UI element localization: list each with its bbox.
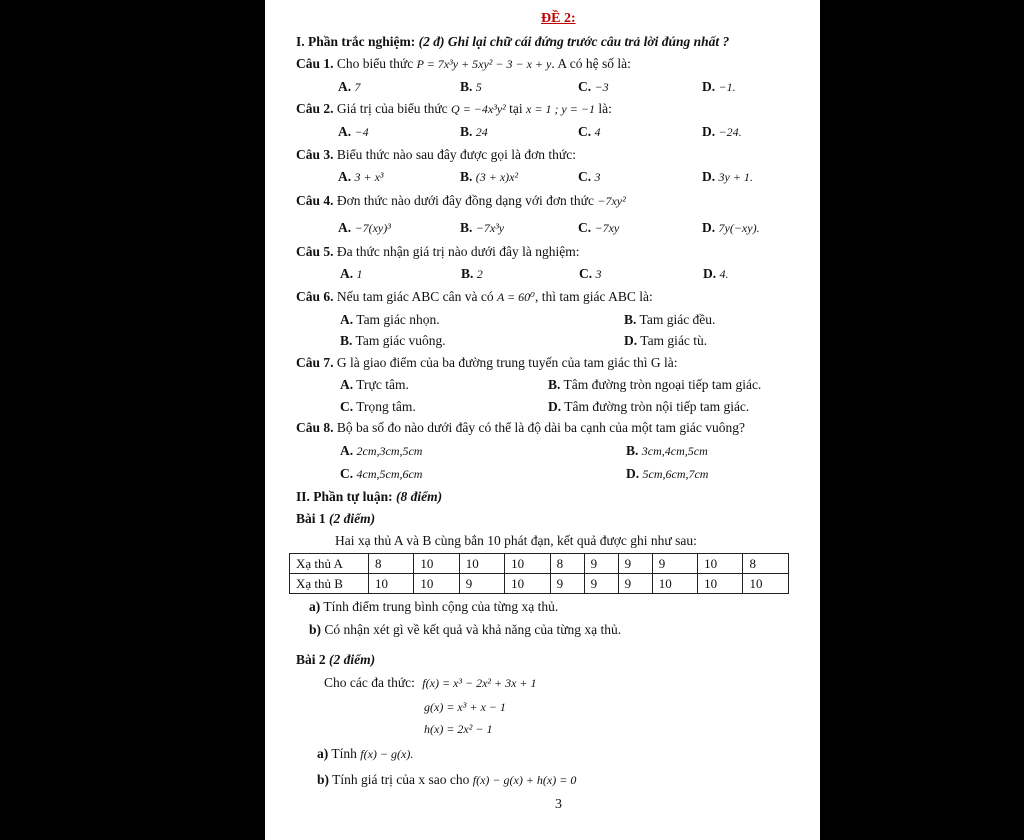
q1-option-a[interactable]: A. 7 bbox=[338, 79, 361, 94]
question-2: Câu 2. Giá trị của biểu thức Q = −4x³y² tại x = 1 ; y = −1 là: bbox=[296, 101, 612, 116]
bai2-heading: Bài 2 (2 điểm) bbox=[296, 652, 376, 667]
bai2-part-a: a) Tính f(x) − g(x). bbox=[317, 746, 414, 761]
q3-option-d[interactable]: D. 3y + 1. bbox=[702, 169, 753, 184]
question-1: Câu 1. Cho biểu thức P = 7x³y + 5xy² − 3 − x + y. A có hệ số là: bbox=[296, 56, 631, 71]
q7-option-b[interactable]: B. Tâm đường tròn ngoại tiếp tam giác. bbox=[548, 377, 762, 392]
q3-option-b[interactable]: B. (3 + x)x² bbox=[460, 169, 519, 184]
q1-option-b[interactable]: B. 5 bbox=[460, 79, 482, 94]
part1-heading: I. Phần trắc nghiệm: (2 đ) Ghi lại chữ cái đứng trước câu trả lời đúng nhất ? bbox=[296, 34, 730, 49]
scores-table bbox=[289, 553, 789, 594]
bai1-part-b: b) Có nhận xét gì về kết quả và khả năng của từng xạ thủ. bbox=[309, 622, 622, 637]
q2-option-d[interactable]: D. −24. bbox=[702, 124, 742, 139]
poly-g: g(x) = x³ + x − 1 bbox=[424, 700, 506, 714]
q7-option-d[interactable]: D. Tâm đường tròn nội tiếp tam giác. bbox=[548, 399, 750, 414]
part2-heading: II. Phần tự luận: (8 điểm) bbox=[296, 489, 443, 504]
q8-option-a[interactable]: A. 2cm,3cm,5cm bbox=[340, 443, 423, 458]
q1-option-d[interactable]: D. −1. bbox=[702, 79, 736, 94]
question-4: Câu 4. Đơn thức nào dưới đây đồng dạng với đơn thức −7xy² bbox=[296, 193, 626, 208]
q5-option-a[interactable]: A. 1 bbox=[340, 266, 363, 281]
q5-option-b[interactable]: B. 2 bbox=[461, 266, 483, 281]
q8-option-b[interactable]: B. 3cm,4cm,5cm bbox=[626, 443, 708, 458]
q4-option-a[interactable]: A. −7(xy)³ bbox=[338, 220, 391, 235]
q3-option-a[interactable]: A. 3 + x³ bbox=[338, 169, 384, 184]
q7-option-a[interactable]: A. Trực tâm. bbox=[340, 377, 409, 392]
q6-option-a[interactable]: A. Tam giác nhọn. bbox=[340, 312, 440, 327]
q8-option-d[interactable]: D. 5cm,6cm,7cm bbox=[626, 466, 709, 481]
question-6: Câu 6. Nếu tam giác ABC cân và có A = 60⁰, thì tam giác ABC là: bbox=[296, 289, 653, 304]
bai2-intro: Cho các đa thức: f(x) = x³ − 2x² + 3x + 1 bbox=[324, 675, 537, 690]
q2-option-b[interactable]: B. 24 bbox=[460, 124, 488, 139]
q1-option-c[interactable]: C. −3 bbox=[578, 79, 609, 94]
table-row: Xạ thủ A 8 10 10 10 8 9 9 9 10 8 bbox=[290, 554, 789, 574]
page-number: 3 bbox=[555, 797, 562, 812]
question-8: Câu 8. Bộ ba số đo nào dưới đây có thể là độ dài ba cạnh của một tam giác vuông? bbox=[296, 420, 745, 435]
bai1-heading: Bài 1 (2 điểm) bbox=[296, 511, 376, 526]
q3-option-c[interactable]: C. 3 bbox=[578, 169, 601, 184]
q2-option-c[interactable]: C. 4 bbox=[578, 124, 601, 139]
table-row: Xạ thủ B 10 10 9 10 9 9 9 10 10 10 bbox=[290, 574, 789, 594]
document-page bbox=[265, 0, 820, 840]
bai1-intro: Hai xạ thủ A và B cùng bắn 10 phát đạn, kết quả được ghi như sau: bbox=[335, 533, 697, 548]
q6-option-c[interactable]: B. Tam giác vuông. bbox=[340, 333, 446, 348]
q4-option-c[interactable]: C. −7xy bbox=[578, 220, 620, 235]
bai1-part-a: a) Tính điểm trung bình cộng của từng xạ thủ. bbox=[309, 599, 559, 614]
q6-option-b[interactable]: B. Tam giác đều. bbox=[624, 312, 716, 327]
q4-option-b[interactable]: B. −7x³y bbox=[460, 220, 505, 235]
poly-h: h(x) = 2x² − 1 bbox=[424, 722, 493, 736]
q4-option-d[interactable]: D. 7y(−xy). bbox=[702, 220, 760, 235]
q7-option-c[interactable]: C. Trọng tâm. bbox=[340, 399, 416, 414]
exam-title: ĐỀ 2: bbox=[541, 11, 576, 26]
q6-option-d[interactable]: D. Tam giác tù. bbox=[624, 333, 708, 348]
q8-option-c[interactable]: C. 4cm,5cm,6cm bbox=[340, 466, 423, 481]
q2-option-a[interactable]: A. −4 bbox=[338, 124, 369, 139]
question-5: Câu 5. Đa thức nhận giá trị nào dưới đây là nghiệm: bbox=[296, 244, 580, 259]
bai2-part-b: b) Tính giá trị của x sao cho f(x) − g(x) + h(x) = 0 bbox=[317, 772, 577, 787]
question-3: Câu 3. Biểu thức nào sau đây được gọi là đơn thức: bbox=[296, 147, 576, 162]
q5-option-d[interactable]: D. 4. bbox=[703, 266, 729, 281]
question-7: Câu 7. G là giao điểm của ba đường trung tuyến của tam giác thì G là: bbox=[296, 355, 678, 370]
q5-option-c[interactable]: C. 3 bbox=[579, 266, 602, 281]
